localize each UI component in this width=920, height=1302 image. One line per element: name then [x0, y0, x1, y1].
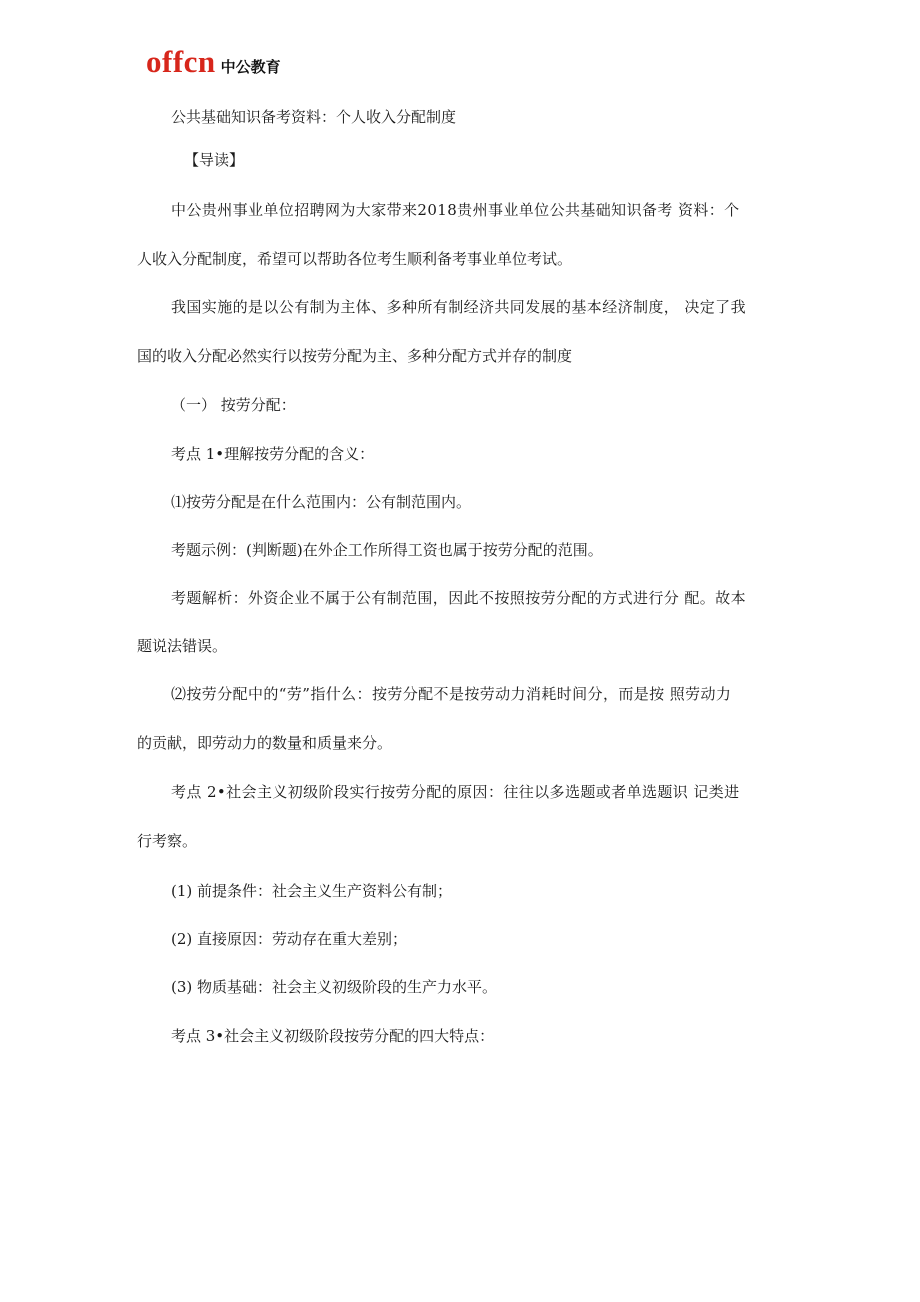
offcn-logo: [146, 44, 281, 80]
para1-line-1: 我国实施的是以公有制为主体、多种所有制经济共同发展的基本经济制度， 决定了我: [171, 298, 746, 316]
logo-text: 中公教育: [220, 58, 281, 76]
reason-item: (2) 直接原因：劳动存在重大差别；: [171, 930, 408, 948]
point3-heading: 考点 3•社会主义初级阶段按劳分配的四大特点：: [171, 1027, 495, 1045]
intro-line-2: 人收入分配制度，希望可以帮助各位考生顺利备考事业单位考试。: [137, 250, 573, 268]
example-question: 考题示例：(判断题)在外企工作所得工资也属于按劳分配的范围。: [171, 541, 603, 559]
point1-heading: 考点 1•理解按劳分配的含义：: [171, 445, 375, 463]
point2-line-1: 考点 2•社会主义初级阶段实行按劳分配的原因：往往以多选题或者单选题识 记类进: [171, 783, 740, 801]
reason-item: (1) 前提条件：社会主义生产资料公有制；: [171, 882, 453, 900]
point1-item-2-line-2: 的贡献，即劳动力的数量和质量来分。: [137, 734, 393, 752]
point1-item-1: ⑴按劳分配是在什么范围内：公有制范围内。: [171, 493, 472, 511]
point1-item-2-line-1: ⑵按劳分配中的“劳”指什么：按劳分配不是按劳动力消耗时间分，而是按 照劳动力: [171, 685, 732, 703]
point2-line-2: 行考察。: [137, 832, 198, 850]
analysis-line-2: 题说法错误。: [137, 637, 228, 655]
reason-item: (3) 物质基础：社会主义初级阶段的生产力水平。: [171, 978, 498, 996]
section-heading-1: （一） 按劳分配：: [171, 396, 296, 414]
logo-mark: offcn: [146, 44, 216, 79]
analysis-line-1: 考题解析：外资企业不属于公有制范围，因此不按照按劳分配的方式进行分 配。故本: [171, 589, 746, 607]
intro-line-1: 中公贵州事业单位招聘网为大家带来2018贵州事业单位公共基础知识备考 资料：个: [171, 201, 740, 219]
para1-line-2: 国的收入分配必然实行以按劳分配为主、多种分配方式并存的制度: [137, 347, 573, 365]
document-title: 公共基础知识备考资料：个人收入分配制度: [171, 108, 457, 126]
intro-label: 【导读】: [184, 151, 245, 169]
